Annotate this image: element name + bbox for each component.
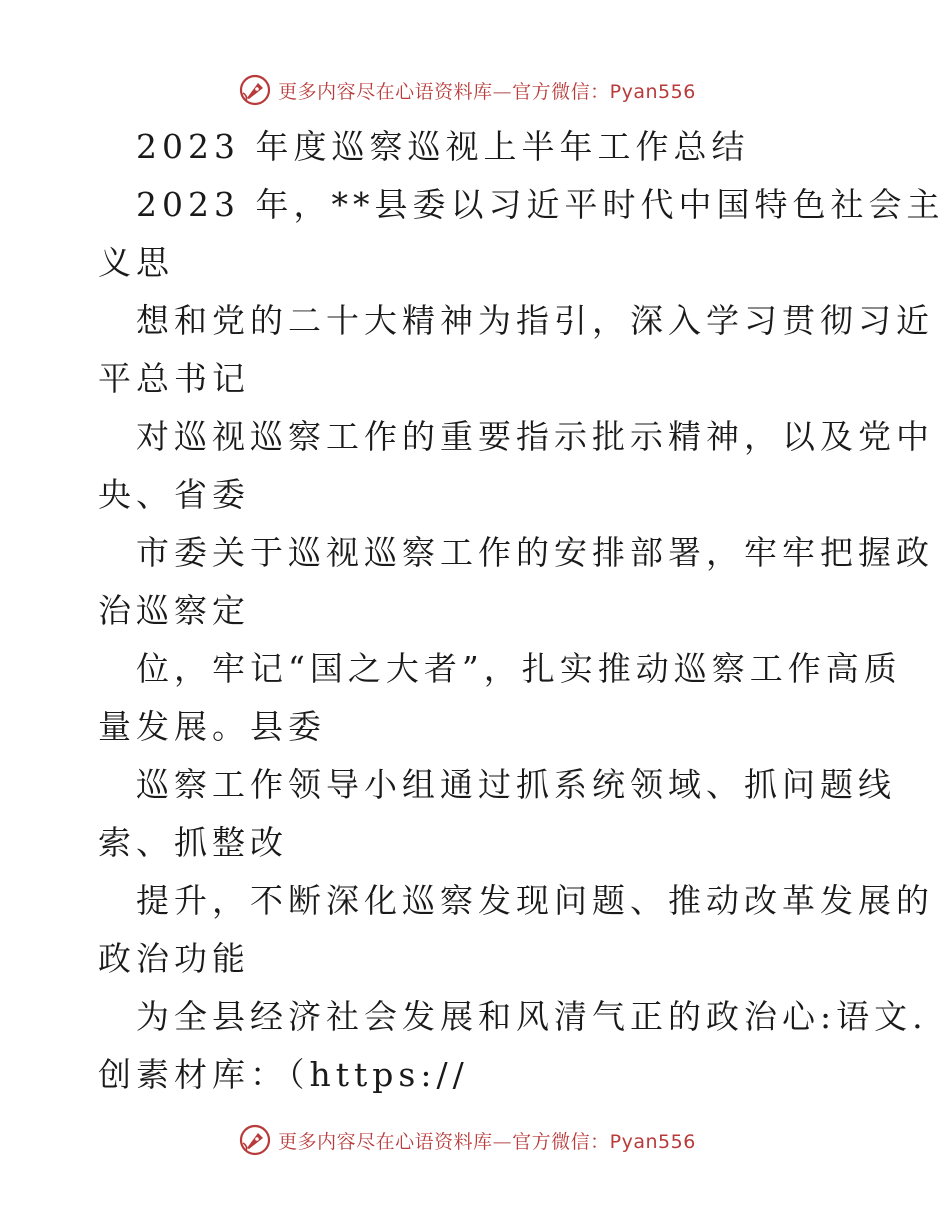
footer-watermark-banner — [0, 1120, 950, 1160]
paragraph-line: 2023 年，**县委以习近平时代中国特色社会主 — [136, 185, 945, 224]
paragraph-line: 义思 — [98, 243, 174, 282]
header-banner-sep: — — [492, 80, 513, 103]
footer-banner-text — [278, 1127, 696, 1154]
paragraph-line: 平总书记 — [98, 359, 250, 398]
paragraph-line: 央、省委 — [98, 475, 250, 514]
paragraph-line: 为全县经济社会发展和风清气正的政治心:语文. — [136, 997, 928, 1036]
paragraph-line: 创素材库：（https:// — [98, 1055, 469, 1094]
footer-banner-sep: — — [492, 1130, 513, 1153]
header-watermark-banner — [0, 70, 950, 110]
pen-nib-logo-icon — [238, 73, 272, 107]
paragraph-line: 提升，不断深化巡察发现问题、推动改革发展的 — [136, 881, 934, 920]
footer-banner-inner — [238, 1123, 696, 1157]
pen-nib-logo-icon — [238, 1123, 272, 1157]
paragraph-line: 量发展。县委 — [98, 707, 326, 746]
paragraph-line: 对巡视巡察工作的重要指示批示精神，以及党中 — [136, 417, 934, 456]
paragraph-line: 市委关于巡视巡察工作的安排部署，牢牢把握政 — [136, 533, 934, 572]
footer-banner-contact: 官方微信：Pyan556 — [512, 1130, 696, 1153]
header-banner-inner — [238, 73, 696, 107]
paragraph-line: 索、抓整改 — [98, 823, 288, 862]
paragraph-line: 政治功能 — [98, 939, 250, 978]
paragraph-line: 巡察工作领导小组通过抓系统领域、抓问题线 — [136, 765, 896, 804]
paragraph-line: 治巡察定 — [98, 591, 250, 630]
document-title: 2023 年度巡察巡视上半年工作总结 — [136, 127, 750, 166]
header-banner-contact: 官方微信：Pyan556 — [512, 80, 696, 103]
paragraph-line: 位，牢记“国之大者”，扎实推动巡察工作高质 — [136, 649, 902, 688]
header-banner-main: 更多内容尽在心语资料库 — [278, 80, 493, 103]
paragraph-line: 想和党的二十大精神为指引，深入学习贯彻习近 — [136, 301, 934, 340]
footer-banner-main: 更多内容尽在心语资料库 — [278, 1130, 493, 1153]
header-banner-text — [278, 77, 696, 104]
